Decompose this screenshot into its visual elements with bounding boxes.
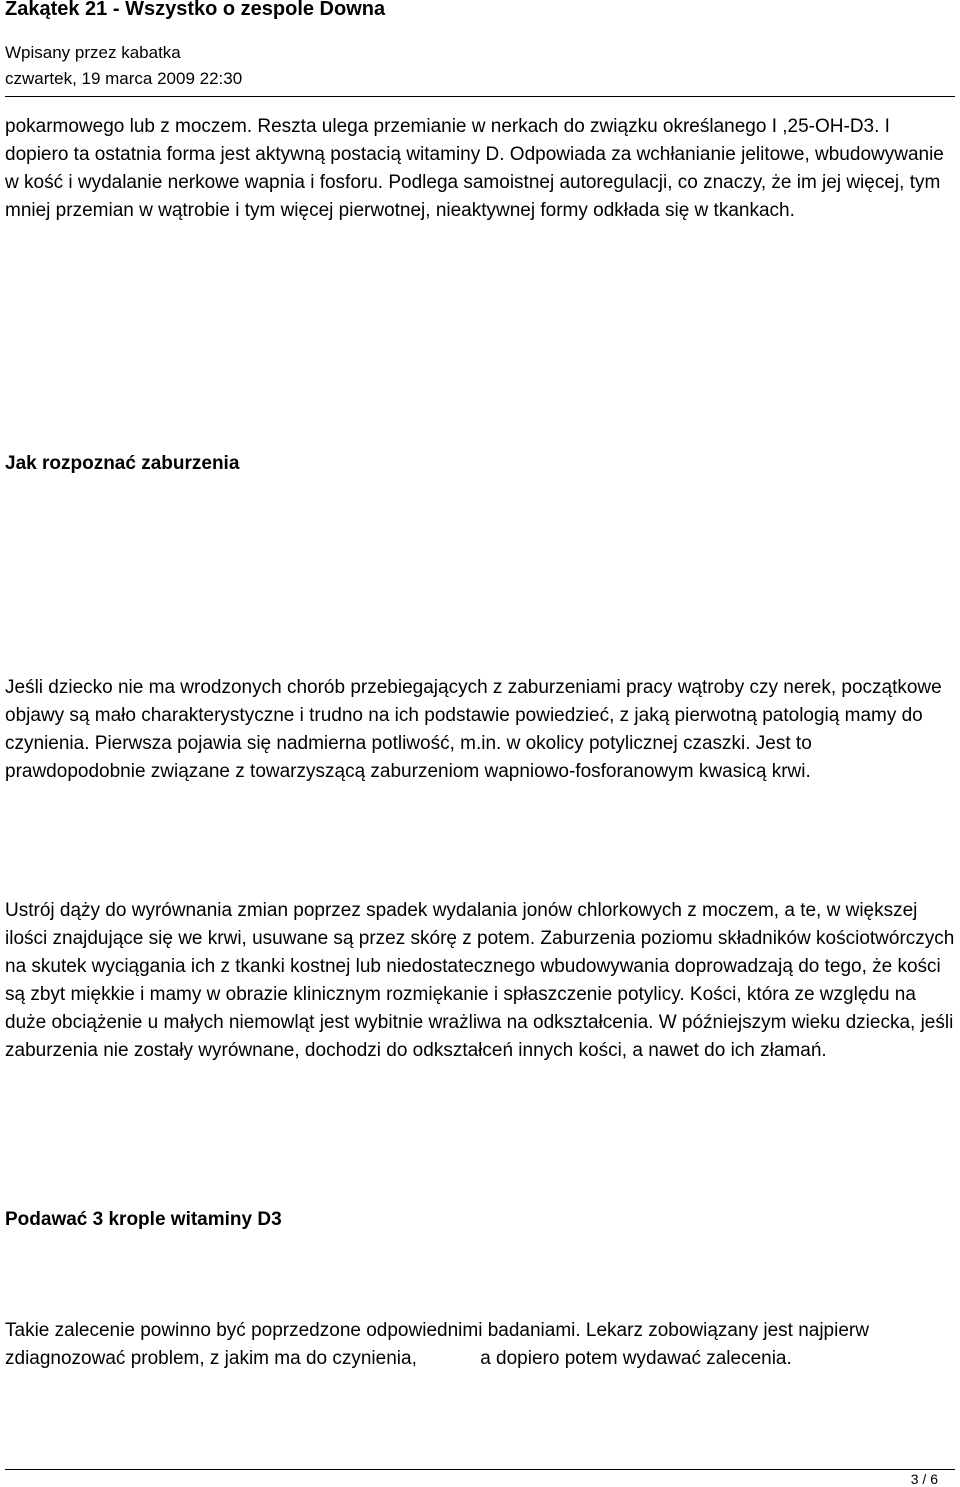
- paragraph-bones-block: [5, 897, 955, 1065]
- section-heading-vitamin-d3: Podawać 3 krople witaminy D3: [5, 1209, 282, 1230]
- publish-date: czwartek, 19 marca 2009 22:30: [5, 69, 243, 88]
- intro-paragraph: pokarmowego lub z moczem. Reszta ulega przemianie w nerkach do związku określanego I ,25-OH-D3. I dopiero ta ostatnia forma jest aktywną postacią witaminy D. Odpowiada za wchłanianie jelitowe, wbudowywanie w kość i wydalanie nerkowe wapnia i fosforu. Podlega samoistnej autoregulacji, co znaczy, że im jej więcej, tym mniej przemian w wątrobie i tym więcej pierwotnej, nieaktywnej formy odkłada się w tkankach.: [5, 116, 944, 221]
- header-divider: [5, 96, 955, 97]
- author-line: Wpisany przez kabatka: [5, 43, 181, 62]
- paragraph-recommendation: Takie zalecenie powinno być poprzedzone odpowiednimi badaniami. Lekarz zobowiązany jest najpierw zdiagnozować problem, z jakim ma do czynienia, a dopiero potem wydawać zalecenia.: [5, 1320, 875, 1369]
- article-title: Zakątek 21 - Wszystko o zespole Downa: [5, 0, 386, 20]
- paragraph-symptoms: Jeśli dziecko nie ma wrodzonych chorób przebiegających z zaburzeniami pracy wątroby czy nerek, początkowe objawy są mało charakterystyczne i trudno na ich podstawie powiedzieć, z jaką pierwotną patologią mamy do czynienia. Pierwsza pojawia się nadmierna potliwość, m.in. w okolicy potylicznej czaszki. Jest to prawdopodobnie związane z towarzyszącą zaburzeniom wapniowo-fosforanowym kwasicą krwi.: [5, 677, 942, 782]
- paragraph-recommendation-block: [5, 1317, 955, 1373]
- footer-divider: [5, 1469, 955, 1470]
- page-number: 3 / 6: [910, 1471, 938, 1487]
- intro-paragraph-block: [5, 113, 955, 225]
- paragraph-symptoms-block: [5, 674, 955, 786]
- section-heading-recognition: Jak rozpoznać zaburzenia: [5, 453, 240, 474]
- paragraph-bones: Ustrój dąży do wyrównania zmian poprzez spadek wydalania jonów chlorkowych z moczem, a te, w większej ilości znajdujące się we krwi, usuwane są przez skórę z potem. Zaburzenia poziomu składników kościotwórczych na skutek wyciągania ich z tkanki kostnej lub niedostatecznego wbudowywania doprowadzają do tego, że kości są zbyt miękkie i mamy w obrazie klinicznym rozmiękanie i spłaszczenie potylicy. Kości, która ze względu na duże obciążenie u małych niemowląt jest wybitnie wrażliwa na odkształcenia. W późniejszym wieku dziecka, jeśli zaburzenia nie zostały wyrównane, dochodzi do odkształceń innych kości, a nawet do ich złamań.: [5, 900, 955, 1061]
